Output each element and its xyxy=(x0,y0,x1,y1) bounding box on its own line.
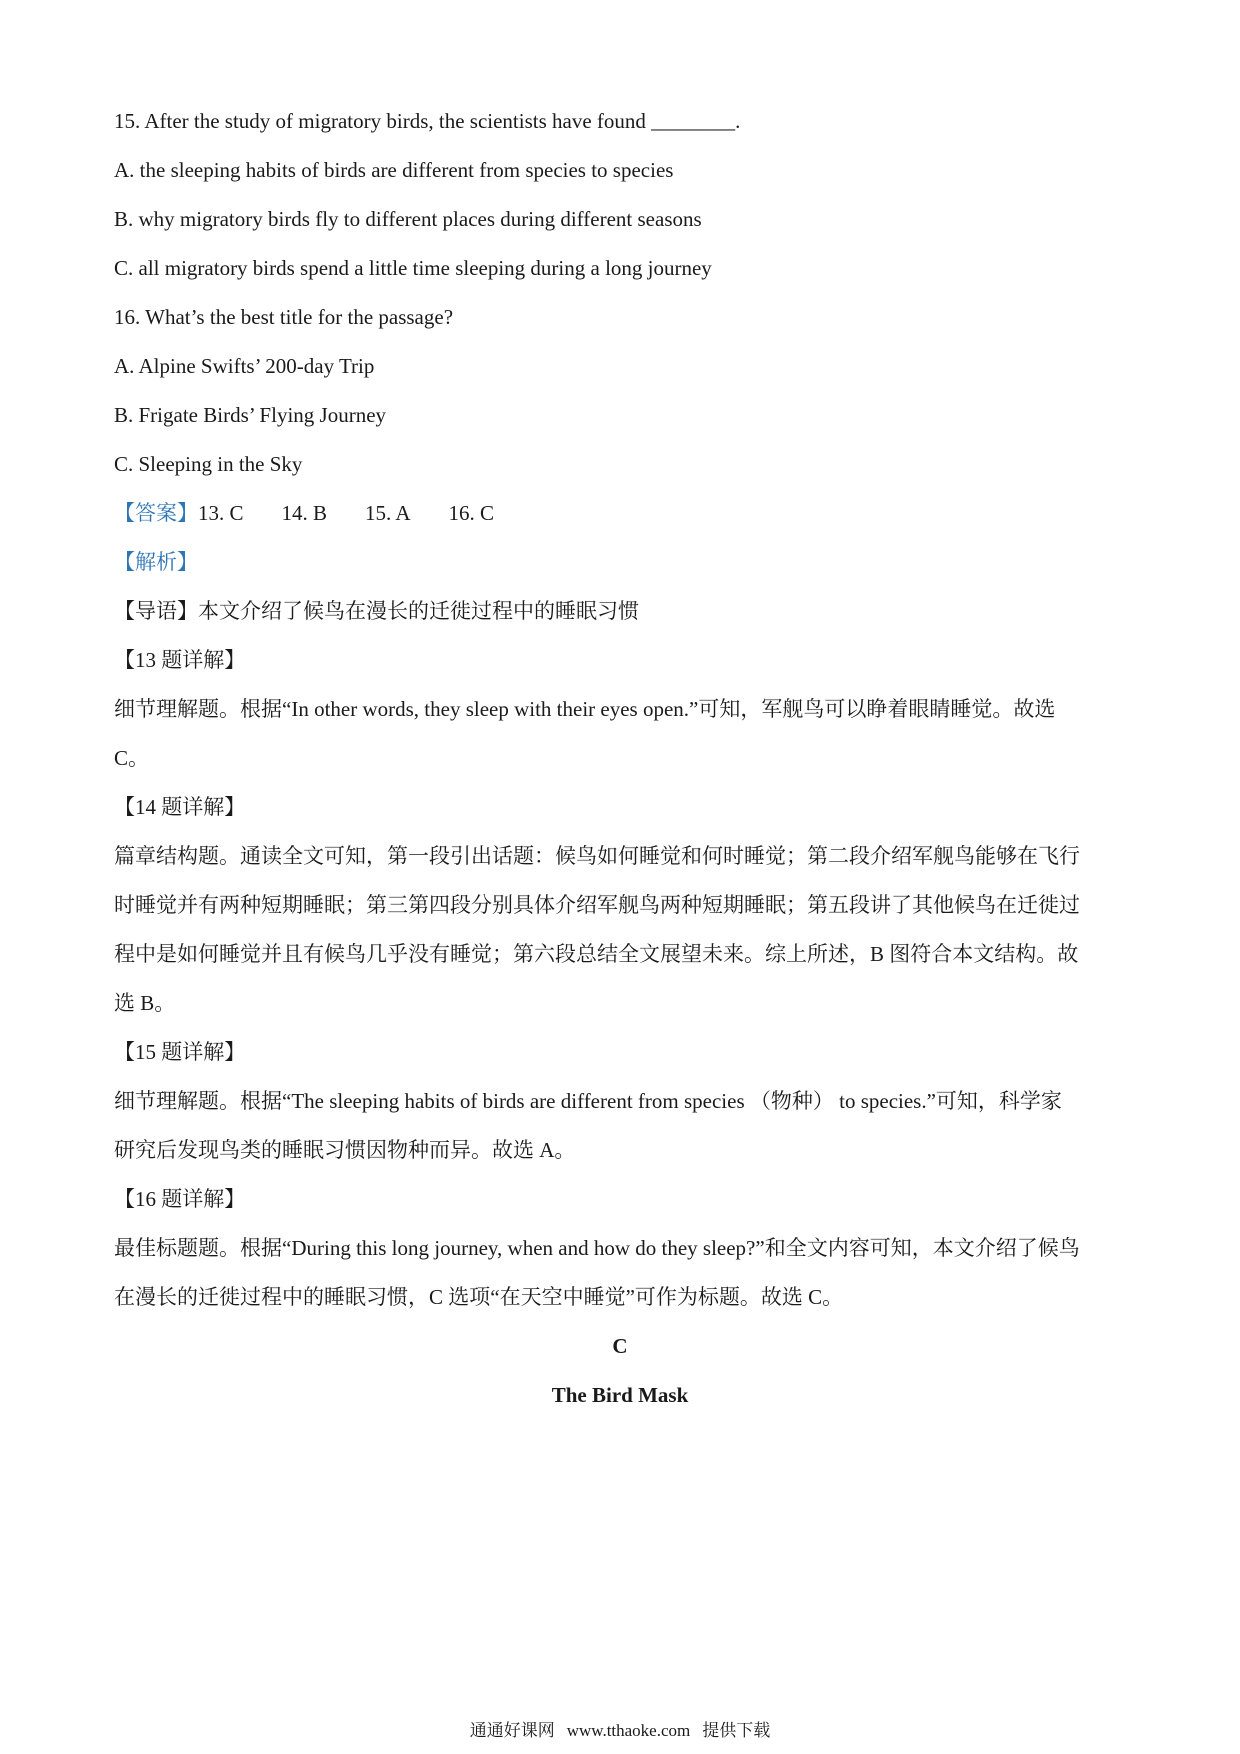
answer-item: 16. C xyxy=(448,501,495,525)
footer-url[interactable]: www.tthaoke.com xyxy=(566,1721,691,1740)
q15-stem: 15. After the study of migratory birds, the scientists have found ________. xyxy=(114,109,741,133)
analysis-label: 【解析】 xyxy=(114,550,198,574)
answer-item: 13. C xyxy=(198,501,244,525)
q16-option-c: C. Sleeping in the Sky xyxy=(114,452,303,476)
q16-option-b: B. Frigate Birds’ Flying Journey xyxy=(114,403,387,427)
detail-13-line: C。 xyxy=(114,746,150,770)
answer-label: 【答案】 xyxy=(114,501,198,525)
guide-text: 【导语】本文介绍了候鸟在漫长的迁徙过程中的睡眠习惯 xyxy=(114,599,639,623)
detail-14-line: 选 B。 xyxy=(114,991,176,1015)
detail-16-line: 在漫长的迁徙过程中的睡眠习惯，C 选项“在天空中睡觉”可作为标题。故选 C。 xyxy=(114,1285,844,1309)
answer-item: 15. A xyxy=(365,501,411,525)
answer-row xyxy=(114,500,1134,526)
detail-13-heading: 【13 题详解】 xyxy=(114,648,246,672)
detail-14-line: 篇章结构题。通读全文可知，第一段引出话题：候鸟如何睡觉和何时睡觉；第二段介绍军舰鸟能够在飞行 xyxy=(114,844,1080,868)
section-letter: C xyxy=(612,1334,628,1358)
detail-16-line: 最佳标题题。根据“During this long journey, when and how do they sleep?”和全文内容可知，本文介绍了候鸟 xyxy=(114,1236,1080,1260)
detail-13-line: 细节理解题。根据“In other words, they sleep with their eyes open.”可知，军舰鸟可以睁着眼睛睡觉。故选 xyxy=(114,697,1056,721)
detail-15-heading: 【15 题详解】 xyxy=(114,1040,246,1064)
detail-16-heading: 【16 题详解】 xyxy=(114,1187,246,1211)
detail-14-heading: 【14 题详解】 xyxy=(114,795,246,819)
q15-option-c: C. all migratory birds spend a little time sleeping during a long journey xyxy=(114,256,712,280)
detail-14-line: 时睡觉并有两种短期睡眠；第三第四段分别具体介绍军舰鸟两种短期睡眠；第五段讲了其他候鸟在迁徙过 xyxy=(114,893,1080,917)
answer-item: 14. B xyxy=(281,501,328,525)
footer-note: 提供下载 xyxy=(702,1721,771,1740)
detail-15-line: 细节理解题。根据“The sleeping habits of birds are different from species （物种） to species.”可知，科学家 xyxy=(114,1089,1062,1113)
page-footer xyxy=(0,1720,1240,1742)
q15-option-a: A. the sleeping habits of birds are different from species to species xyxy=(114,158,674,182)
detail-15-line: 研究后发现鸟类的睡眠习惯因物种而异。故选 A。 xyxy=(114,1138,576,1162)
section-title: The Bird Mask xyxy=(551,1383,689,1407)
detail-14-line: 程中是如何睡觉并且有候鸟几乎没有睡觉；第六段总结全文展望未来。综上所述，B 图符合本文结构。故 xyxy=(114,942,1079,966)
q16-stem: 16. What’s the best title for the passage? xyxy=(114,305,454,329)
q16-option-a: A. Alpine Swifts’ 200-day Trip xyxy=(114,354,375,378)
footer-site-name: 通通好课网 xyxy=(469,1721,555,1740)
q15-option-b: B. why migratory birds fly to different places during different seasons xyxy=(114,207,702,231)
